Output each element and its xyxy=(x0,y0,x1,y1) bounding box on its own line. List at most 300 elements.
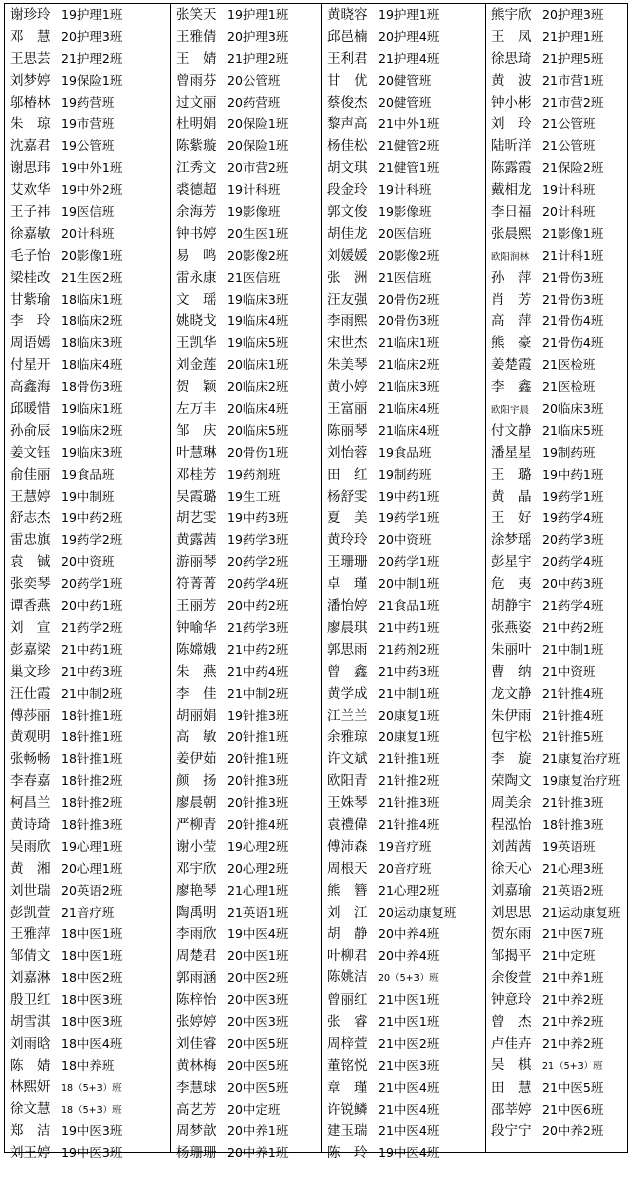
roster-row xyxy=(171,1120,321,1142)
student-name: 刘怡蓉 xyxy=(327,444,368,461)
student-name: 林熙妍 xyxy=(10,1078,51,1095)
student-name: 王思芸 xyxy=(10,50,51,67)
roster-row xyxy=(486,223,627,245)
student-name: 戴相龙 xyxy=(491,182,532,199)
class-name: 21针推3班 xyxy=(378,795,440,811)
student-name: 胡文琪 xyxy=(327,160,368,177)
roster-row xyxy=(322,858,485,880)
class-name: 20生医1班 xyxy=(227,225,289,241)
student-name: 刘 玲 xyxy=(491,116,532,133)
class-name: 19临床3班 xyxy=(61,444,123,460)
student-name: 谢小莹 xyxy=(176,838,217,855)
class-name: 21公管班 xyxy=(542,138,596,154)
student-name: 孙俞辰 xyxy=(10,422,51,439)
roster-row xyxy=(486,551,627,573)
class-name: 20公管班 xyxy=(227,72,281,88)
student-name: 谭香燕 xyxy=(10,598,51,615)
class-name: 19临床1班 xyxy=(61,401,123,417)
class-name: 21中医1班 xyxy=(378,1013,440,1029)
roster-row xyxy=(322,1011,485,1033)
student-name: 胡 静 xyxy=(327,926,368,943)
class-name: 18中医4班 xyxy=(61,1035,123,1051)
class-name: 21针推1班 xyxy=(378,751,440,767)
class-name: 21护理4班 xyxy=(378,50,440,66)
roster-row xyxy=(5,989,170,1011)
roster-row xyxy=(486,113,627,135)
roster-row xyxy=(486,814,627,836)
roster-row xyxy=(322,157,485,179)
class-name: 21医信班 xyxy=(378,269,432,285)
student-name: 张燕姿 xyxy=(491,619,532,636)
student-name: 李雨欣 xyxy=(176,926,217,943)
roster-row xyxy=(171,310,321,332)
class-name: 19食品班 xyxy=(378,444,432,460)
class-name: 19临床4班 xyxy=(227,313,289,329)
roster-row xyxy=(5,332,170,354)
roster-row xyxy=(322,376,485,398)
class-name: 20保险1班 xyxy=(227,138,289,154)
class-name: 21食品1班 xyxy=(378,598,440,614)
student-name: 周楚君 xyxy=(176,948,217,965)
class-name: 21中药3班 xyxy=(378,663,440,679)
roster-row xyxy=(171,48,321,70)
student-name: 李 鑫 xyxy=(491,379,532,396)
class-name: 20中医3班 xyxy=(227,1013,289,1029)
student-name: 刘嘉淋 xyxy=(10,970,51,987)
roster-row xyxy=(171,858,321,880)
roster-row xyxy=(486,726,627,748)
class-name: 20中养4班 xyxy=(378,926,440,942)
class-name: 18中医3班 xyxy=(61,1013,123,1029)
class-name: 21中制1班 xyxy=(542,641,604,657)
roster-row xyxy=(486,420,627,442)
roster-row xyxy=(5,70,170,92)
roster-row xyxy=(322,135,485,157)
student-name: 彭嘉梁 xyxy=(10,641,51,658)
class-name: 21护理1班 xyxy=(542,28,604,44)
student-name: 余雅琼 xyxy=(327,729,368,746)
roster-row xyxy=(5,617,170,639)
student-name: 王 婧 xyxy=(176,50,217,67)
class-name: 20药学1班 xyxy=(378,554,440,570)
student-name: 陈露霞 xyxy=(491,160,532,177)
student-name: 程泓怡 xyxy=(491,816,532,833)
class-name: 20中医5班 xyxy=(227,1035,289,1051)
student-name: 曾丽红 xyxy=(327,992,368,1009)
roster-row xyxy=(171,792,321,814)
class-name: 20中养4班 xyxy=(378,948,440,964)
student-name: 郭雨涵 xyxy=(176,970,217,987)
class-name: 19中医3班 xyxy=(61,1145,123,1161)
roster-row xyxy=(322,4,485,26)
roster-row xyxy=(171,705,321,727)
student-name: 钟意玲 xyxy=(491,992,532,1009)
student-name: 熊 簪 xyxy=(327,882,368,899)
roster-row xyxy=(486,1077,627,1099)
class-name: 21影像1班 xyxy=(542,225,604,241)
student-name: 黄观明 xyxy=(10,729,51,746)
roster-row xyxy=(171,989,321,1011)
roster-row xyxy=(486,507,627,529)
student-name: 王 好 xyxy=(491,510,532,527)
roster-row xyxy=(322,748,485,770)
roster-row xyxy=(322,595,485,617)
roster-row xyxy=(171,902,321,924)
class-name: 19药剂班 xyxy=(227,466,281,482)
student-name: 周语嫣 xyxy=(10,335,51,352)
student-name: 江兰兰 xyxy=(327,707,368,724)
student-name: 姜楚霞 xyxy=(491,357,532,374)
class-name: 20中药2班 xyxy=(227,598,289,614)
class-name: 20康复1班 xyxy=(378,707,440,723)
roster-row xyxy=(5,639,170,661)
roster-row xyxy=(322,1033,485,1055)
class-name: 20中医2班 xyxy=(227,970,289,986)
class-name: 21药学2班 xyxy=(61,619,123,635)
class-name: 19中药1班 xyxy=(378,488,440,504)
student-name: 刘梦婷 xyxy=(10,72,51,89)
roster-row xyxy=(322,770,485,792)
class-name: 21生医2班 xyxy=(61,269,123,285)
roster-column-2 xyxy=(170,4,321,1162)
class-name: 19中药3班 xyxy=(227,510,289,526)
class-name: 20心理2班 xyxy=(227,860,289,876)
class-name: 21中医6班 xyxy=(542,1101,604,1117)
roster-row xyxy=(171,179,321,201)
class-name: 19计科班 xyxy=(227,182,281,198)
student-name: 李春嘉 xyxy=(10,773,51,790)
class-name: 21健管1班 xyxy=(378,160,440,176)
student-name: 邹倩文 xyxy=(10,948,51,965)
roster-row xyxy=(5,289,170,311)
class-name: 18临床3班 xyxy=(61,335,123,351)
roster-row xyxy=(171,223,321,245)
student-name: 姜伊茹 xyxy=(176,751,217,768)
class-name: 21中制2班 xyxy=(227,685,289,701)
student-name: 董铭悦 xyxy=(327,1057,368,1074)
class-name: 21中医4班 xyxy=(378,1123,440,1139)
roster-row xyxy=(5,748,170,770)
student-name: 黎声高 xyxy=(327,116,368,133)
roster-row xyxy=(486,267,627,289)
student-name: 廖晨朝 xyxy=(176,795,217,812)
student-name: 段金玲 xyxy=(327,182,368,199)
student-name: 杜明娟 xyxy=(176,116,217,133)
roster-row xyxy=(486,1011,627,1033)
class-name: 18中医3班 xyxy=(61,992,123,1008)
student-name: 游丽琴 xyxy=(176,554,217,571)
roster-row xyxy=(171,573,321,595)
student-name: 宋世杰 xyxy=(327,335,368,352)
student-name: 傅沛森 xyxy=(327,838,368,855)
roster-row xyxy=(171,464,321,486)
student-name: 许锐鳞 xyxy=(327,1101,368,1118)
class-name: 21公管班 xyxy=(542,116,596,132)
student-name: 周根天 xyxy=(327,860,368,877)
class-name: 21中制1班 xyxy=(378,685,440,701)
student-name: 裘德超 xyxy=(176,182,217,199)
roster-row xyxy=(171,398,321,420)
class-name: 21健管2班 xyxy=(378,138,440,154)
class-name: 20药学4班 xyxy=(542,554,604,570)
student-name: 艾欢华 xyxy=(10,182,51,199)
student-name: 许文斌 xyxy=(327,751,368,768)
roster-row xyxy=(5,1055,170,1077)
student-name: 陈 婧 xyxy=(10,1057,51,1074)
class-name: 20护理4班 xyxy=(378,28,440,44)
student-name: 刘嘉瑜 xyxy=(491,882,532,899)
student-name: 雷永康 xyxy=(176,269,217,286)
student-name: 颜 扬 xyxy=(176,773,217,790)
student-name: 王珊珊 xyxy=(327,554,368,571)
student-name: 邓桂芳 xyxy=(176,466,217,483)
student-name: 钟小彬 xyxy=(491,94,532,111)
class-name: 21英语2班 xyxy=(542,882,604,898)
student-name: 邱邑楠 xyxy=(327,28,368,45)
class-name: 21心理1班 xyxy=(227,882,289,898)
student-name: 黄诗琦 xyxy=(10,816,51,833)
roster-row xyxy=(322,1077,485,1099)
roster-row xyxy=(322,1055,485,1077)
class-name: 19药学1班 xyxy=(542,488,604,504)
class-name: 21医检班 xyxy=(542,379,596,395)
roster-row xyxy=(5,310,170,332)
roster-row xyxy=(322,573,485,595)
roster-row xyxy=(486,48,627,70)
student-name: 余海芳 xyxy=(176,204,217,221)
student-name: 徐天心 xyxy=(491,860,532,877)
student-name: 郭思雨 xyxy=(327,641,368,658)
student-name: 付文静 xyxy=(491,422,532,439)
class-name: 19公管班 xyxy=(61,138,115,154)
student-name: 毛子怡 xyxy=(10,247,51,264)
roster-row xyxy=(486,289,627,311)
student-name: 柯昌兰 xyxy=(10,795,51,812)
class-name: 21中定班 xyxy=(542,948,596,964)
roster-column-3 xyxy=(321,4,485,1162)
roster-row xyxy=(486,639,627,661)
student-name: 曾雨芬 xyxy=(176,72,217,89)
class-name: 19心理2班 xyxy=(227,838,289,854)
student-name: 王雅萍 xyxy=(10,926,51,943)
roster-row xyxy=(322,683,485,705)
class-name: 18中养班 xyxy=(61,1057,115,1073)
roster-row xyxy=(5,923,170,945)
student-name: 张婷婷 xyxy=(176,1013,217,1030)
class-name: 20（5+3）班 xyxy=(378,973,439,985)
roster-row xyxy=(322,486,485,508)
student-name: 吴霞璐 xyxy=(176,488,217,505)
student-name: 包宇松 xyxy=(491,729,532,746)
roster-row xyxy=(322,289,485,311)
student-name: 胡丽娟 xyxy=(176,707,217,724)
roster-row xyxy=(171,1099,321,1121)
roster-row xyxy=(322,551,485,573)
class-name: 19中制班 xyxy=(61,488,115,504)
student-name: 张 洲 xyxy=(327,269,368,286)
student-name: 陈 玲 xyxy=(327,1145,368,1162)
student-name: 钟喻华 xyxy=(176,619,217,636)
roster-row xyxy=(486,1099,627,1121)
class-name: 18针推1班 xyxy=(61,751,123,767)
class-name: 20中医3班 xyxy=(227,992,289,1008)
student-name: 陈丽琴 xyxy=(327,422,368,439)
class-name: 21中药3班 xyxy=(61,663,123,679)
student-name: 刘世瑞 xyxy=(10,882,51,899)
student-name: 刘茜茜 xyxy=(491,838,532,855)
class-name: 21中外1班 xyxy=(378,116,440,132)
roster-row xyxy=(5,967,170,989)
class-name: 19中医4班 xyxy=(227,926,289,942)
student-name: 高鑫海 xyxy=(10,379,51,396)
roster-row xyxy=(486,26,627,48)
class-name: 20针推3班 xyxy=(227,773,289,789)
student-name: 贺东雨 xyxy=(491,926,532,943)
roster-row xyxy=(171,1055,321,1077)
class-name: 21医检班 xyxy=(542,357,596,373)
student-name: 涂梦瑶 xyxy=(491,532,532,549)
student-name: 徐嘉敏 xyxy=(10,225,51,242)
student-name: 舒志杰 xyxy=(10,510,51,527)
student-name: 高 敏 xyxy=(176,729,217,746)
class-name: 19保险1班 xyxy=(61,72,123,88)
roster-row xyxy=(171,332,321,354)
class-name: 18针推3班 xyxy=(542,816,604,832)
class-name: 19计科班 xyxy=(542,182,596,198)
roster-row xyxy=(5,507,170,529)
student-name: 袁 铖 xyxy=(10,554,51,571)
roster-row xyxy=(486,661,627,683)
student-name: 符菁菁 xyxy=(176,576,217,593)
roster-row xyxy=(322,92,485,114)
student-name: 刘 江 xyxy=(327,904,368,921)
roster-row xyxy=(486,945,627,967)
student-name: 付星开 xyxy=(10,357,51,374)
student-name: 龙文静 xyxy=(491,685,532,702)
roster-row xyxy=(486,70,627,92)
roster-row xyxy=(5,1120,170,1142)
roster-row xyxy=(5,26,170,48)
class-name: 20中药1班 xyxy=(61,598,123,614)
class-name: 21临床4班 xyxy=(378,401,440,417)
class-name: 21中药2班 xyxy=(542,619,604,635)
class-name: 20药学3班 xyxy=(542,532,604,548)
roster-row xyxy=(5,376,170,398)
class-name: 20药学4班 xyxy=(227,576,289,592)
student-name: 卢佳卉 xyxy=(491,1035,532,1052)
class-name: 18临床1班 xyxy=(61,291,123,307)
student-name: 朱伊雨 xyxy=(491,707,532,724)
student-name: 卓 瑾 xyxy=(327,576,368,593)
roster-row xyxy=(322,902,485,924)
student-name: 张笑天 xyxy=(176,7,217,23)
student-name: 黄 晶 xyxy=(491,488,532,505)
student-name: 欧阳润林 xyxy=(491,251,530,263)
class-name: 19生工班 xyxy=(227,488,281,504)
roster-row xyxy=(171,880,321,902)
roster-row xyxy=(5,92,170,114)
class-name: 19临床5班 xyxy=(227,335,289,351)
class-name: 21中药1班 xyxy=(61,641,123,657)
class-name: 19药学4班 xyxy=(542,510,604,526)
class-name: 21药学4班 xyxy=(542,598,604,614)
class-name: 20中医5班 xyxy=(227,1079,289,1095)
student-name: 荣陶文 xyxy=(491,773,532,790)
roster-row xyxy=(322,332,485,354)
roster-row xyxy=(322,880,485,902)
class-name: 20计科班 xyxy=(542,204,596,220)
student-name: 郑 洁 xyxy=(10,1123,51,1140)
class-name: 20影像1班 xyxy=(61,247,123,263)
class-name: 19医信班 xyxy=(61,204,115,220)
roster-row xyxy=(171,836,321,858)
class-name: 20中资班 xyxy=(61,554,115,570)
student-name: 李慧球 xyxy=(176,1079,217,1096)
class-name: 21中医4班 xyxy=(378,1101,440,1117)
student-name: 邹揭平 xyxy=(491,948,532,965)
student-name: 田 慧 xyxy=(491,1079,532,1096)
class-name: 20中养1班 xyxy=(227,1145,289,1161)
student-name: 徐文慧 xyxy=(10,1100,51,1117)
student-name: 梁桂改 xyxy=(10,269,51,286)
student-name: 潘星星 xyxy=(491,444,532,461)
class-name: 21保险2班 xyxy=(542,160,604,176)
roster-row xyxy=(322,464,485,486)
class-name: 21临床3班 xyxy=(378,379,440,395)
roster-row xyxy=(322,1099,485,1121)
class-name: 20针推4班 xyxy=(227,816,289,832)
roster-row xyxy=(5,726,170,748)
roster-row xyxy=(486,376,627,398)
class-name: 19制药班 xyxy=(378,466,432,482)
class-name: 19中医3班 xyxy=(61,1123,123,1139)
roster-row xyxy=(322,223,485,245)
roster-row xyxy=(171,201,321,223)
class-name: 21医信班 xyxy=(227,269,281,285)
student-name: 胡佳龙 xyxy=(327,225,368,242)
roster-row xyxy=(5,398,170,420)
student-name: 姚晓戈 xyxy=(176,313,217,330)
class-name: 21骨伤4班 xyxy=(542,335,604,351)
student-name: 文 瑶 xyxy=(176,291,217,308)
class-name: 21康复治疗班 xyxy=(542,751,621,767)
class-name: 20针推1班 xyxy=(227,751,289,767)
class-name: 20中制1班 xyxy=(378,576,440,592)
roster-row xyxy=(486,1120,627,1142)
class-name: 20中医5班 xyxy=(227,1057,289,1073)
roster-row xyxy=(5,705,170,727)
student-name: 左万丰 xyxy=(176,401,217,418)
student-name: 徐思琦 xyxy=(491,50,532,67)
class-name: 20针推3班 xyxy=(227,795,289,811)
class-name: 18针推1班 xyxy=(61,729,123,745)
roster-row xyxy=(5,529,170,551)
roster-row xyxy=(171,770,321,792)
class-name: 21音疗班 xyxy=(61,904,115,920)
class-name: 19影像班 xyxy=(378,204,432,220)
roster-row xyxy=(486,135,627,157)
student-name: 高 萍 xyxy=(491,313,532,330)
student-name: 段宁宁 xyxy=(491,1123,532,1140)
student-name: 黄 湘 xyxy=(10,860,51,877)
student-name: 殷卫红 xyxy=(10,992,51,1009)
student-name: 潘怡婷 xyxy=(327,598,368,615)
class-name: 18中医1班 xyxy=(61,948,123,964)
roster-row xyxy=(322,245,485,267)
student-name: 刘王婷 xyxy=(10,1145,51,1162)
student-name: 陈紫璇 xyxy=(176,138,217,155)
class-name: 21中医4班 xyxy=(378,1079,440,1095)
